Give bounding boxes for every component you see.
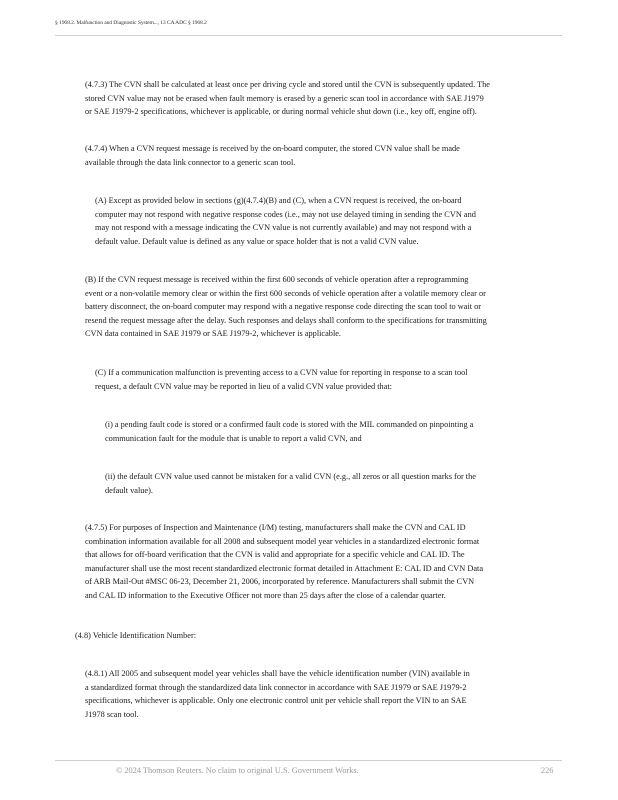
paragraph-4-7-4-c-i xyxy=(105,418,565,445)
text-line: combination information available for all 2008 and subsequent model year vehicles in a standardized electronic format xyxy=(85,536,480,546)
paragraph-4-7-4-c-ii xyxy=(105,470,565,497)
text-line: manufacturer shall use the most recent standardized electronic format detailed in Attachment E: CAL ID and CVN Data xyxy=(85,563,484,573)
text-line: default value). xyxy=(105,485,153,495)
paragraph-4-7-4 xyxy=(85,142,585,169)
text-line: (C) If a communication malfunction is preventing access to a CVN value for reporting in response to a scan tool xyxy=(95,368,468,377)
paragraph-4-7-3 xyxy=(85,78,585,119)
text-line: a standardized format through the standardized data link connector in accordance with SAE J1979 or SAE J1979-2 xyxy=(85,682,467,692)
footer-copyright: © 2024 Thomson Reuters. No claim to original U.S. Government Works. xyxy=(116,766,359,775)
text-line: communication fault for the module that is unable to report a valid CVN, and xyxy=(105,433,362,443)
text-line: computer may not respond with negative response codes (i.e., may not use delayed timing in sending the CVN and xyxy=(95,209,476,219)
text-line: battery disconnect, the on-board computer may respond with a negative response code directing the scan tool to wait or xyxy=(85,302,482,312)
text-line: (ii) the default CVN value used cannot be mistaken for a valid CVN (e.g., all zeros or all question marks for the xyxy=(105,472,476,481)
text-line: (4.7.5) For purposes of Inspection and Maintenance (I/M) testing, manufacturers shall make the CVN and CAL ID xyxy=(85,523,466,532)
paragraph-4-7-5 xyxy=(85,521,585,603)
paragraph-4-7-4-a xyxy=(95,194,565,248)
text-line: default value. Default value is defined as any value or space holder that is not a valid CVN value. xyxy=(95,236,419,246)
page-number: 226 xyxy=(541,766,554,775)
text-line: resend the request message after the delay. Such responses and delays shall conform to the specifications for transmitting xyxy=(85,315,487,325)
text-line: (B) If the CVN request message is received within the first 600 seconds of vehicle operation after a reprogramming xyxy=(85,275,469,284)
paragraph-4-8-1 xyxy=(85,667,585,721)
paragraph-4-7-4-c xyxy=(95,366,565,393)
text-line: specifications, whichever is applicable. Only one electronic control unit per vehicle shall report the VIN to an SAE xyxy=(85,696,467,706)
text-line: request, a default CVN value may be reported in lieu of a valid CVN value provided that: xyxy=(95,381,392,391)
heading-4-8 xyxy=(75,629,575,643)
text-line: and CAL ID information to the Executive Officer not more than 25 days after the close of a calendar quarter. xyxy=(85,590,446,600)
text-line: or SAE J1979-2 specifications, whichever is applicable, or during normal vehicle shut down (i.e., key off, engine off). xyxy=(85,107,477,117)
text-line: (i) a pending fault code is stored or a confirmed fault code is stored with the MIL commanded on pinpointing a xyxy=(105,420,474,429)
text-line: available through the data link connector to a generic scan tool. xyxy=(85,157,296,167)
running-header: § 1968.2. Malfunction and Diagnostic System..., 13 CA ADC § 1968.2 xyxy=(55,20,207,26)
text-line: (4.8) Vehicle Identification Number: xyxy=(75,631,197,640)
text-line: (4.8.1) All 2005 and subsequent model year vehicles shall have the vehicle identification number (VIN) available in xyxy=(85,669,470,678)
text-line: J1978 scan tool. xyxy=(85,709,139,719)
text-line: (A) Except as provided below in sections (g)(4.7.4)(B) and (C), when a CVN request is received, the on-board xyxy=(95,196,462,205)
footer-divider xyxy=(55,760,562,761)
text-line: may not respond with a message indicating the CVN value is not currently available) and may not respond with a xyxy=(95,223,472,233)
paragraph-4-7-4-b xyxy=(85,273,585,341)
header-divider xyxy=(55,35,562,36)
text-line: (4.7.3) The CVN shall be calculated at least once per driving cycle and stored until the CVN is subsequently updated. The xyxy=(85,80,490,89)
text-line: of ARB Mail-Out #MSC 06-23, December 21, 2006, incorporated by reference. Manufacturers shall submit the CVN xyxy=(85,577,475,587)
text-line: that allows for off-board verification that the CVN is valid and appropriate for a specific vehicle and CAL ID. The xyxy=(85,550,465,560)
text-line: (4.7.4) When a CVN request message is received by the on-board computer, the stored CVN value shall be made xyxy=(85,144,460,153)
text-line: stored CVN value may not be erased when fault memory is erased by a generic scan tool in accordance with SAE J1979 xyxy=(85,93,484,103)
text-line: event or a non-volatile memory clear or within the first 600 seconds of vehicle operation after a volatile memory clear or xyxy=(85,288,486,298)
text-line: CVN data contained in SAE J1979 or SAE J1979-2, whichever is applicable. xyxy=(85,329,342,339)
